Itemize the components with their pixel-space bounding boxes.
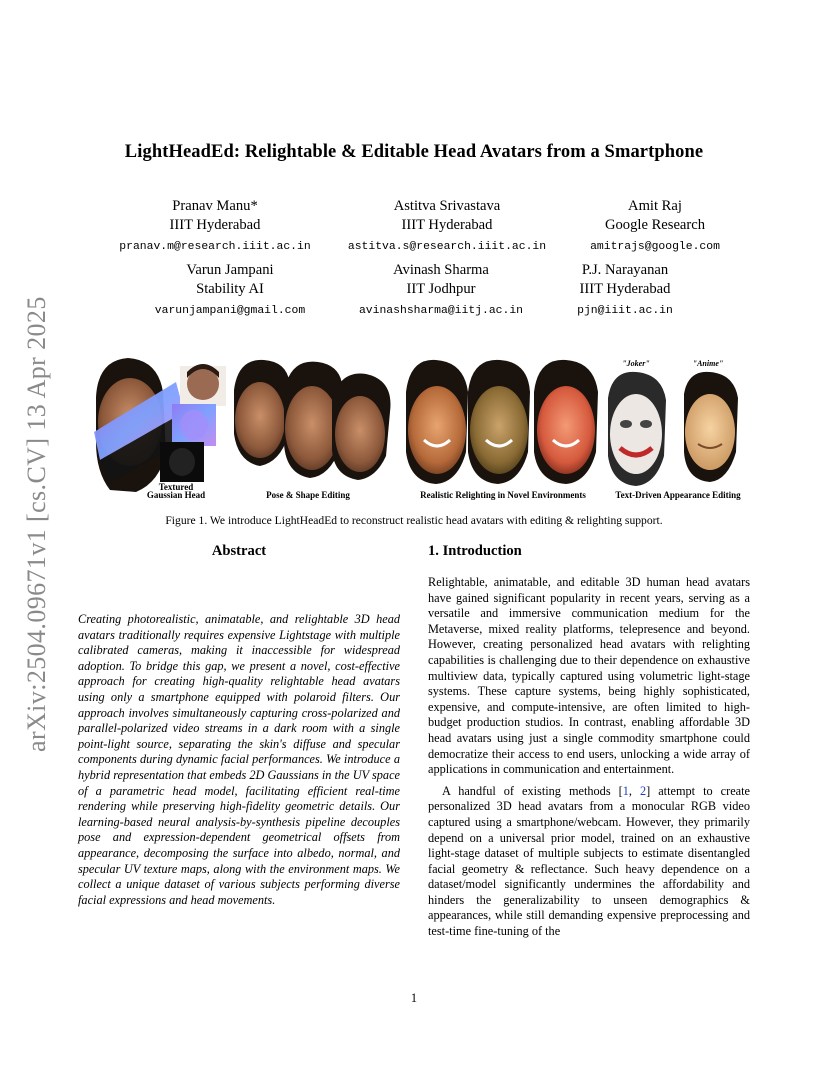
intro-paragraph-2 bbox=[428, 784, 750, 940]
author-affiliation: Google Research bbox=[604, 217, 706, 233]
author-block bbox=[337, 197, 557, 253]
citation-separator: , bbox=[628, 783, 640, 798]
author-block bbox=[540, 261, 710, 317]
author-email: astitva.s@research.iiit.ac.in bbox=[347, 241, 547, 253]
arxiv-identifier: arXiv:2504.09671v1 [cs.CV] 13 Apr 2025 bbox=[22, 296, 51, 752]
relighting-heads bbox=[406, 360, 598, 484]
label-joker: "Joker" bbox=[622, 359, 650, 368]
teaser-illustration bbox=[88, 352, 754, 502]
abstract-text: Creating photorealistic, animatable, and relightable 3D head avatars traditionally requires expensive Lightstage with multiple calibrated cameras, making it inaccessible for widespread adoption. To bridge this gap, we present a novel, cost-effective approach for creating high-quality relightable head avatars using only a smartphone equipped with polaroid filters. Our approach involves simultaneously capturing cross-polarized and parallel-polarized video streams in a dark room with a single point-light source, separating the skin's diffuse and specular components during dynamic facial performances. We introduce a hybrid representation that embeds 2D Gaussians in the UV space of a parametric head model, facilitating efficient real-time rendering while preserving high-fidelity geometric details. Our learning-based neural analysis-by-synthesis pipeline decouples pose and expression-dependent geometrical offsets from appearance, decomposing the surface into albedo, normal, and specular UV texture maps, along with the environment maps. We collect a unique dataset of various subjects performing diverse facial expressions and head movements. bbox=[78, 612, 400, 907]
label-pose-shape: Pose & Shape Editing bbox=[266, 490, 350, 500]
label-text-driven: Text-Driven Appearance Editing bbox=[615, 490, 741, 500]
author-email: pjn@iiit.ac.in bbox=[577, 305, 673, 317]
author-affiliation: IIT Jodhpur bbox=[406, 281, 476, 297]
intro-p2-lead: A handful of existing methods [ bbox=[442, 783, 623, 798]
intro-p2-rest: ] attempt to create personalized 3D head avatars from a monocular RGB video captured using a smartphone/webcam. However, they primarily depend on a universal prior model, trained on an exhaustive light-stage dataset of multiple subjects to estimate disentangled facial geometry & reflectance. Such heavy dependence on a dataset/model significantly undermines the affordability and hinders the generalizability to unseen demographics & appearances, while still demanding expensive preprocessing and test-time fine-tuning of the bbox=[428, 783, 750, 939]
author-email: pranav.m@research.iiit.ac.in bbox=[119, 241, 311, 253]
author-email: amitrajs@google.com bbox=[590, 241, 720, 253]
pose-shape-heads bbox=[234, 360, 391, 480]
author-email: avinashsharma@iitj.ac.in bbox=[358, 305, 524, 317]
citation-link[interactable]: 1 bbox=[622, 783, 629, 798]
author-block bbox=[331, 261, 551, 317]
label-anime: "Anime" bbox=[692, 359, 724, 368]
figure-caption: Figure 1. We introduce LightHeadEd to reconstruct realistic head avatars with editing & relighting support. bbox=[165, 514, 663, 527]
text-driven-heads bbox=[608, 372, 738, 486]
label-relighting: Realistic Relighting in Novel Environments bbox=[420, 490, 586, 500]
textured-head-group bbox=[94, 358, 226, 492]
author-block bbox=[560, 197, 750, 253]
author-affiliation: IIIT Hyderabad bbox=[579, 281, 671, 297]
page-number: 1 bbox=[410, 991, 418, 1005]
introduction-body bbox=[428, 575, 750, 940]
paper-title: LightHeadEd: Relightable & Editable Head Avatars from a Smartphone bbox=[124, 142, 704, 162]
author-email: varunjampani@gmail.com bbox=[154, 305, 306, 317]
teaser-figure bbox=[88, 352, 754, 502]
author-name: Pranav Manu* bbox=[172, 198, 258, 214]
author-affiliation: IIIT Hyderabad bbox=[169, 217, 261, 233]
author-name: Varun Jampani bbox=[186, 262, 274, 278]
author-affiliation: IIIT Hyderabad bbox=[401, 217, 493, 233]
author-name: Avinash Sharma bbox=[393, 262, 489, 278]
introduction-heading: 1. Introduction bbox=[428, 543, 522, 559]
author-name: Astitva Srivastava bbox=[393, 198, 501, 214]
label-textured: Textured bbox=[158, 482, 194, 492]
author-name: P.J. Narayanan bbox=[581, 262, 669, 278]
label-gaussian-head: Gaussian Head bbox=[146, 490, 206, 500]
citation-link[interactable]: 2 bbox=[639, 783, 647, 798]
abstract-heading: Abstract bbox=[211, 543, 267, 559]
intro-paragraph-1: Relightable, animatable, and editable 3D human head avatars have gained significant popularity in recent years, serving as a versatile and immersive communication medium for the Metaverse, mixed reality platforms, telepresence and beyond. However, creating personalized head avatars with relighting capabilities is challenging due to their dependence on exhaustive multiview data, typically captured using volumetric light-stage systems. These capture systems, being highly sophisticated, expensive, and compute-intensive, are often limited to high-budget production studios. In contrast, enabling affordable 3D head avatars using just a single commodity smartphone could democratize their access to end users, unlocking a wide array of applications in communication and entertainment. bbox=[428, 575, 750, 777]
author-block bbox=[105, 197, 325, 253]
author-affiliation: Stability AI bbox=[196, 281, 264, 297]
author-name: Amit Raj bbox=[628, 198, 682, 214]
author-block bbox=[120, 261, 340, 317]
